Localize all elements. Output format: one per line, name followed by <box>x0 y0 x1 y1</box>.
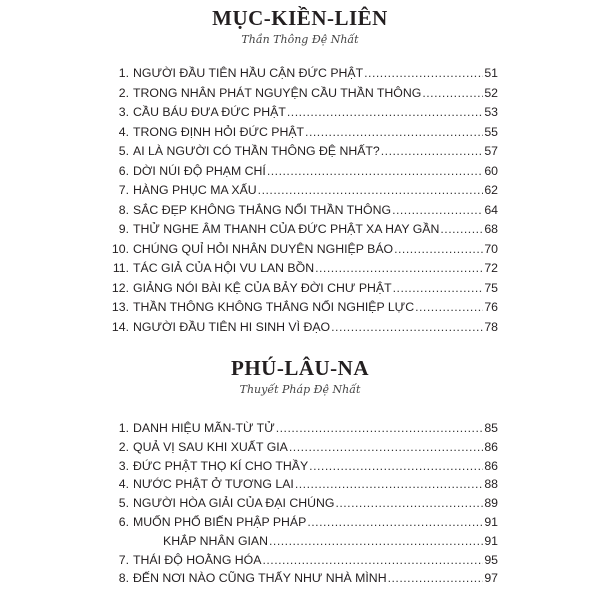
toc-entry[interactable] <box>107 569 498 588</box>
entry-title: GIẢNG NÓI BÀI KỆ CỦA BẢY ĐỜI CHƯ PHẬT <box>133 280 392 295</box>
entry-number: 5. <box>118 144 129 158</box>
toc-entry[interactable] <box>107 318 498 338</box>
dot-leader <box>289 438 483 457</box>
entry-title: NGƯỜI HÒA GIẢI CỦA ĐẠI CHÚNG <box>133 496 335 511</box>
dot-leader <box>305 123 483 143</box>
entry-title: KHẮP NHÂN GIAN <box>163 533 269 548</box>
dot-leader <box>388 569 484 588</box>
entry-title: TÁC GIẢ CỦA HỘI VU LAN BỒN <box>133 261 315 275</box>
toc-entry[interactable] <box>107 298 498 318</box>
entry-page-number: 68 <box>484 222 498 236</box>
entry-page-number: 60 <box>484 163 498 178</box>
entry-page-number: 75 <box>484 280 498 295</box>
entry-title: AI LÀ NGƯỜI CÓ THẦN THÔNG ĐỆ NHẤT? <box>133 144 380 158</box>
entry-page-number: 51 <box>484 66 498 80</box>
entry-number: 1. <box>118 66 129 80</box>
toc-entry[interactable] <box>107 220 498 240</box>
entry-title: THỬ NGHE ÂM THANH CỦA ĐỨC PHẬT XA HAY GẦN <box>133 222 440 236</box>
dot-leader <box>269 532 483 551</box>
entry-number: 7. <box>118 183 129 197</box>
toc-entry[interactable] <box>107 551 498 570</box>
toc-entry[interactable] <box>107 103 498 123</box>
entry-title: NGƯỜI ĐẦU TIÊN HẦU CẬN ĐỨC PHẬT <box>133 66 364 80</box>
entry-page-number: 53 <box>484 105 498 119</box>
entry-number: 4. <box>118 477 129 492</box>
entry-number: 11. <box>112 261 129 275</box>
dot-leader <box>393 279 484 299</box>
toc-entry[interactable] <box>107 240 498 260</box>
toc-entry[interactable] <box>107 64 498 84</box>
entry-number: 2. <box>118 85 129 100</box>
toc-entry[interactable] <box>107 532 498 551</box>
entry-title: NƯỚC PHẬT Ở TƯƠNG LAI <box>133 477 294 492</box>
entry-number: 6. <box>118 163 129 178</box>
entry-page-number: 91 <box>484 514 498 529</box>
dot-leader <box>315 259 483 279</box>
dot-leader <box>364 64 483 84</box>
entry-number: 7. <box>118 552 129 567</box>
dot-leader <box>331 318 483 338</box>
entry-number: 2. <box>118 439 129 454</box>
entry-page-number: 72 <box>484 261 498 275</box>
entry-title: ĐỨC PHẬT THỌ KÍ CHO THẦY <box>133 458 309 473</box>
entry-title: SẮC ĐẸP KHÔNG THẮNG NỔI THẦN THÔNG <box>133 202 392 217</box>
entry-title: THẦN THÔNG KHÔNG THẮNG NỔI NGHIỆP LỰC <box>133 300 415 314</box>
toc-entry[interactable] <box>107 475 498 494</box>
entry-page-number: 88 <box>484 477 498 492</box>
entry-page-number: 91 <box>484 533 498 548</box>
section-title-muc-kien-lien: MỤC-KIỀN-LIÊN <box>212 6 388 30</box>
entry-number: 1. <box>118 421 129 435</box>
entry-number: 13. <box>111 300 129 314</box>
section-title-phu-lau-na: PHÚ-LÂU-NA <box>231 356 369 380</box>
entry-title: DỜI NÚI ĐỘ PHẠM CHÍ <box>133 163 266 178</box>
dot-leader <box>440 220 483 240</box>
section-subtitle: Thuyết Pháp Đệ Nhất <box>239 383 361 396</box>
dot-leader <box>335 494 483 513</box>
section-subtitle: Thần Thông Đệ Nhất <box>241 33 359 46</box>
entry-page-number: 76 <box>484 300 498 314</box>
entry-number: 8. <box>118 571 129 586</box>
dot-leader <box>287 103 483 123</box>
toc-entry[interactable] <box>107 419 498 438</box>
dot-leader <box>381 142 484 162</box>
entry-number: 6. <box>118 514 129 529</box>
toc-entry[interactable] <box>107 123 498 143</box>
entry-page-number: 86 <box>484 458 498 473</box>
entry-page-number: 85 <box>484 421 498 435</box>
toc-entry[interactable] <box>107 162 498 182</box>
dot-leader <box>258 181 484 201</box>
toc-entry[interactable] <box>107 181 498 201</box>
entry-number: 5. <box>118 496 129 511</box>
toc-entry[interactable] <box>107 201 498 221</box>
dot-leader <box>309 457 483 476</box>
entry-title: ĐẾN NƠI NÀO CŨNG THẤY NHƯ NHÀ MÌNH <box>133 571 387 586</box>
entry-number: 4. <box>118 124 129 139</box>
toc-entry[interactable] <box>107 259 498 279</box>
dot-leader <box>276 419 484 438</box>
entry-page-number: 86 <box>484 439 498 454</box>
entry-number: 9. <box>118 222 129 236</box>
toc-entry[interactable] <box>107 142 498 162</box>
dot-leader <box>295 475 483 494</box>
entry-page-number: 70 <box>484 241 498 256</box>
dot-leader <box>392 201 483 221</box>
entry-page-number: 52 <box>484 85 498 100</box>
entry-page-number: 55 <box>484 124 498 139</box>
entry-page-number: 89 <box>484 496 498 511</box>
entry-title: TRONG ĐỊNH HỎI ĐỨC PHẬT <box>133 124 305 139</box>
entry-title: TRONG NHÂN PHÁT NGUYỆN CẦU THẦN THÔNG <box>133 85 422 100</box>
entry-page-number: 97 <box>484 571 498 586</box>
entry-page-number: 64 <box>484 202 498 217</box>
dot-leader <box>267 162 483 182</box>
toc-entry[interactable] <box>107 494 498 513</box>
dot-leader <box>422 84 483 104</box>
toc-entry[interactable] <box>107 513 498 532</box>
toc-entry[interactable] <box>107 84 498 104</box>
toc-list-phu-lau-na <box>107 419 498 588</box>
toc-entry[interactable] <box>107 279 498 299</box>
entry-title: HÀNG PHỤC MA XẤU <box>133 183 257 197</box>
dot-leader <box>307 513 483 532</box>
entry-number: 3. <box>118 458 129 473</box>
toc-list-muc-kien-lien <box>107 64 498 337</box>
entry-number: 10. <box>111 241 129 256</box>
entry-title: CHÚNG QUỈ HỎI NHÂN DUYÊN NGHIỆP BÁO <box>133 241 394 256</box>
entry-number: 14. <box>111 319 129 334</box>
entry-title: NGƯỜI ĐẦU TIÊN HI SINH VÌ ĐẠO <box>133 319 331 334</box>
dot-leader <box>394 240 483 260</box>
entry-number: 8. <box>118 202 129 217</box>
entry-number: 3. <box>118 105 129 119</box>
dot-leader <box>415 298 483 318</box>
toc-entry[interactable] <box>107 438 498 457</box>
entry-title: DANH HIỆU MÃN-TỪ TỬ <box>133 421 275 435</box>
entry-title: THÁI ĐỘ HOẰNG HÓA <box>133 552 262 567</box>
toc-entry[interactable] <box>107 457 498 476</box>
entry-page-number: 57 <box>484 144 498 158</box>
entry-title: MUỐN PHỔ BIẾN PHẬP PHÁP <box>133 514 307 529</box>
dot-leader <box>262 551 483 570</box>
entry-page-number: 95 <box>484 552 498 567</box>
entry-page-number: 78 <box>484 319 498 334</box>
entry-number: 12. <box>111 280 129 295</box>
entry-page-number: 62 <box>484 183 498 197</box>
entry-title: CẦU BÁU ĐƯA ĐỨC PHẬT <box>133 105 286 119</box>
entry-title: QUẢ VỊ SAU KHI XUẤT GIA <box>133 439 288 454</box>
